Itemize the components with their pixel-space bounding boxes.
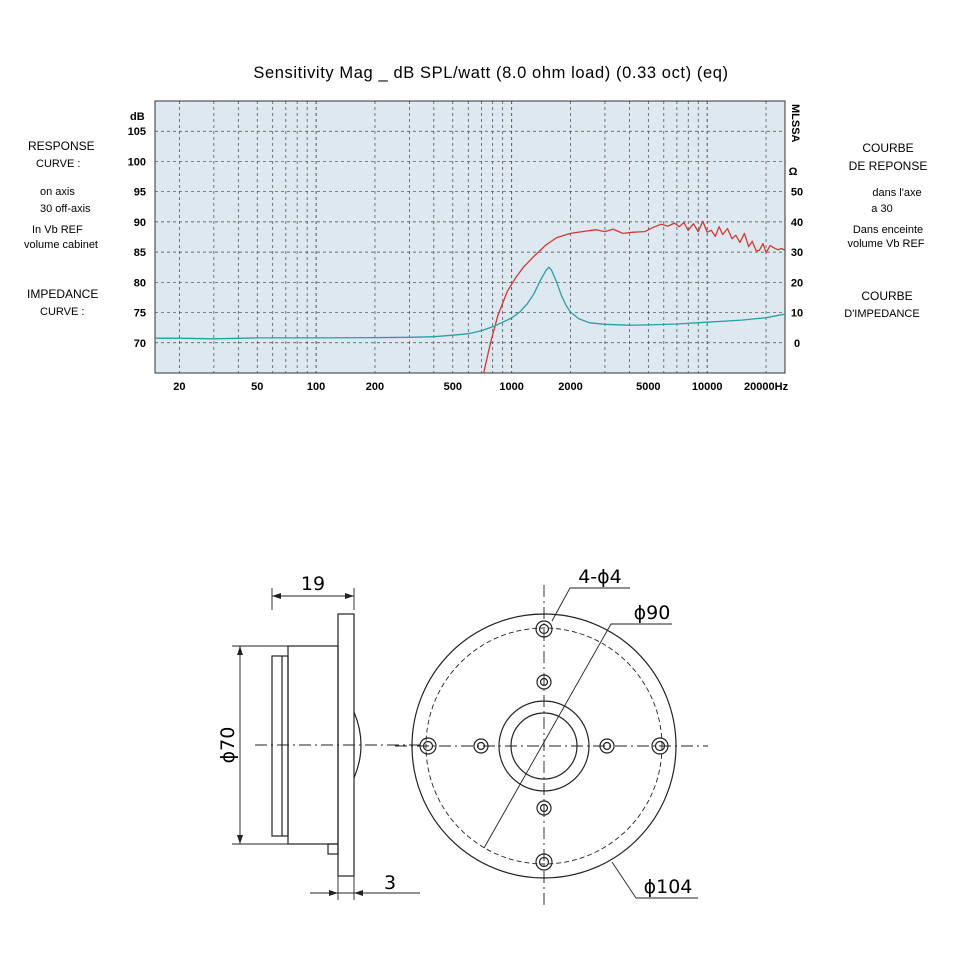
right-label-a30: a 30 bbox=[871, 203, 893, 215]
side-rear-cap bbox=[272, 656, 288, 836]
y-axis-left bbox=[128, 126, 146, 350]
y-tick-85: 85 bbox=[133, 247, 146, 260]
x-tick-5000: 5000 bbox=[636, 381, 661, 393]
side-view bbox=[232, 588, 420, 900]
right-label-de-reponse: DE REPONSE bbox=[848, 159, 928, 173]
right-label-vb: volume Vb REF bbox=[847, 238, 925, 250]
x-tick-500: 500 bbox=[443, 381, 462, 393]
y2-tick-10: 10 bbox=[790, 307, 804, 320]
x-tick-20000: 20000Hz bbox=[744, 381, 789, 393]
x-tick-200: 200 bbox=[365, 381, 385, 393]
y2-tick-30: 30 bbox=[790, 247, 804, 260]
dim-19-label: 19 bbox=[300, 573, 326, 595]
diameter-90-label: ϕ90 bbox=[633, 602, 671, 624]
right-label-enceinte: Dans enceinte bbox=[852, 224, 924, 236]
right-label-courbe-imp: COURBE bbox=[861, 289, 913, 303]
side-terminal bbox=[328, 844, 338, 854]
y2-axis-label: MLSSA bbox=[789, 104, 801, 143]
left-label-vb-ref: In Vb REF bbox=[32, 224, 83, 236]
right-label-courbe: COURBE bbox=[862, 141, 914, 155]
y-axis-right bbox=[791, 187, 803, 350]
y-tick-100: 100 bbox=[127, 156, 146, 169]
front-view bbox=[395, 585, 708, 905]
y-tick-75: 75 bbox=[133, 307, 146, 320]
left-label-cabinet: volume cabinet bbox=[24, 239, 98, 251]
x-tick-50: 50 bbox=[251, 381, 264, 393]
y2-unit-label: Ω bbox=[788, 166, 798, 178]
right-label-axe: dans l'axe bbox=[872, 187, 922, 199]
left-label-impedance-curve: CURVE : bbox=[40, 306, 85, 318]
x-tick-1000: 1000 bbox=[499, 381, 524, 393]
right-label-impedance: D'IMPEDANCE bbox=[844, 308, 920, 320]
plot-area bbox=[155, 101, 785, 373]
left-label-off-axis: 30 off-axis bbox=[40, 203, 91, 215]
y2-tick-20: 20 bbox=[790, 277, 804, 290]
dim-70-label: ϕ70 bbox=[217, 726, 239, 764]
holes-label: 4-ϕ4 bbox=[578, 566, 622, 588]
y2-tick-50: 50 bbox=[790, 186, 804, 199]
y-tick-80: 80 bbox=[133, 277, 146, 290]
x-tick-20: 20 bbox=[173, 381, 186, 393]
left-label-on-axis: on axis bbox=[40, 186, 75, 198]
x-tick-100: 100 bbox=[306, 381, 326, 393]
y2-tick-0: 0 bbox=[793, 337, 801, 350]
y-tick-105: 105 bbox=[127, 126, 146, 139]
left-label-impedance: IMPEDANCE bbox=[27, 287, 99, 301]
x-axis bbox=[173, 381, 788, 393]
x-tick-2000: 2000 bbox=[558, 381, 583, 393]
diameter-104-label: ϕ104 bbox=[643, 876, 693, 898]
left-label-curve: CURVE : bbox=[36, 158, 81, 170]
y-tick-90: 90 bbox=[133, 216, 146, 229]
y-unit-label: dB bbox=[130, 111, 145, 123]
dim-3-label: 3 bbox=[383, 872, 397, 894]
y-tick-70: 70 bbox=[133, 337, 146, 350]
y2-tick-40: 40 bbox=[790, 216, 804, 229]
y-tick-95: 95 bbox=[133, 186, 146, 199]
x-tick-10000: 10000 bbox=[691, 381, 723, 393]
chart-title: Sensitivity Mag _ dB SPL/watt (8.0 ohm load) (0.33 oct) (eq) bbox=[253, 64, 729, 82]
left-label-response: RESPONSE bbox=[28, 139, 95, 153]
